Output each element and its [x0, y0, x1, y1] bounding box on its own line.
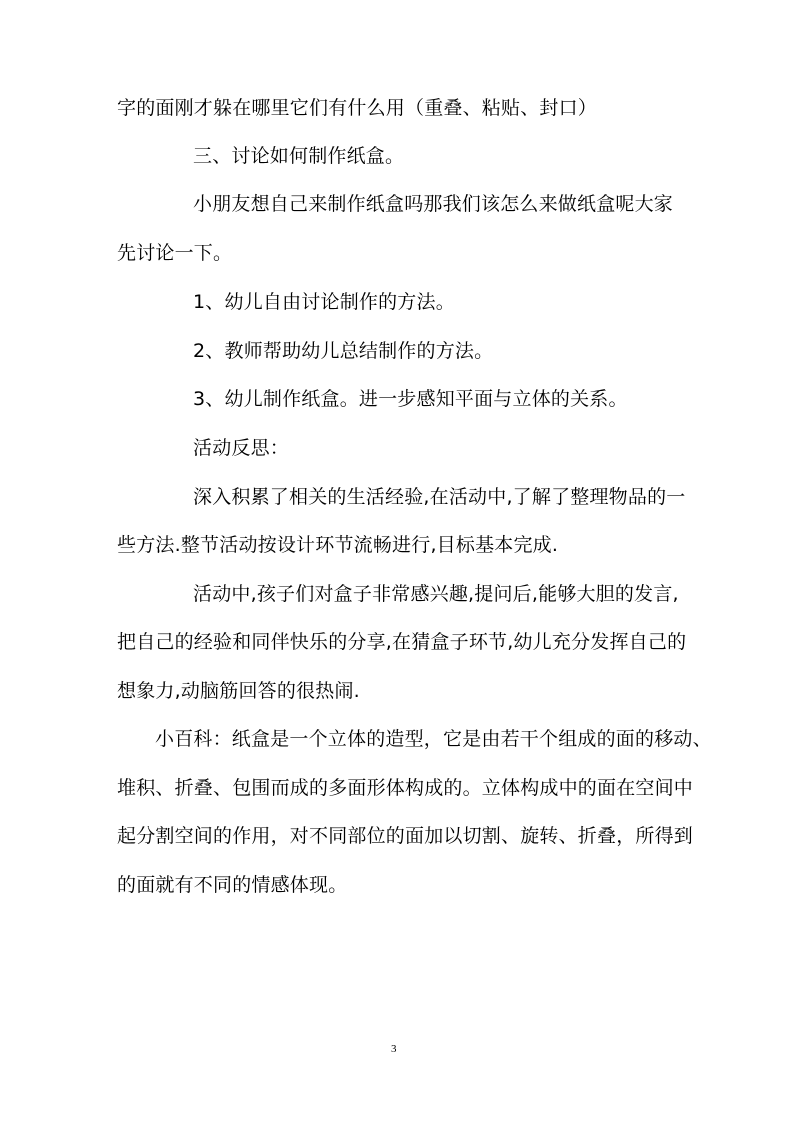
text-line: 小朋友想自己来制作纸盒吗那我们该怎么来做纸盒呢大家	[193, 193, 674, 215]
list-item: 3、幼儿制作纸盒。进一步感知平面与立体的关系。	[193, 388, 628, 410]
text-line: 先讨论一下。	[117, 242, 233, 264]
list-item: 1、幼儿自由讨论制作的方法。	[193, 291, 455, 313]
section-heading: 活动反思：	[193, 437, 290, 459]
page-number: 3	[391, 1043, 397, 1055]
text-line: 深入积累了相关的生活经验,在活动中,了解了整理物品的一	[193, 486, 686, 508]
text-line: 些方法.整节活动按设计环节流畅进行,目标基本完成.	[117, 534, 559, 556]
text-line: 的面就有不同的情感体现。	[117, 874, 348, 896]
list-item: 2、教师帮助幼儿总结制作的方法。	[193, 340, 494, 362]
text-line: 活动中,孩子们对盒子非常感兴趣,提问后,能够大胆的发言,	[193, 583, 679, 605]
text-line: 想象力,动脑筋回答的很热闹.	[117, 680, 360, 702]
text-line: 把自己的经验和同伴快乐的分享,在猜盒子环节,幼儿充分发挥自己的	[117, 631, 687, 653]
text-line: 小百科：纸盒是一个立体的造型，它是由若干个组成的面的移动、	[155, 728, 712, 750]
section-heading: 三、讨论如何制作纸盒。	[193, 145, 405, 167]
text-line: 堆积、折叠、包围而成的多面形体构成的。立体构成中的面在空间中	[117, 777, 694, 799]
text-line: 字的面刚才躲在哪里它们有什么用（重叠、粘贴、封口）	[117, 97, 598, 119]
text-line: 起分割空间的作用，对不同部位的面加以切割、旋转、折叠，所得到	[117, 825, 694, 847]
